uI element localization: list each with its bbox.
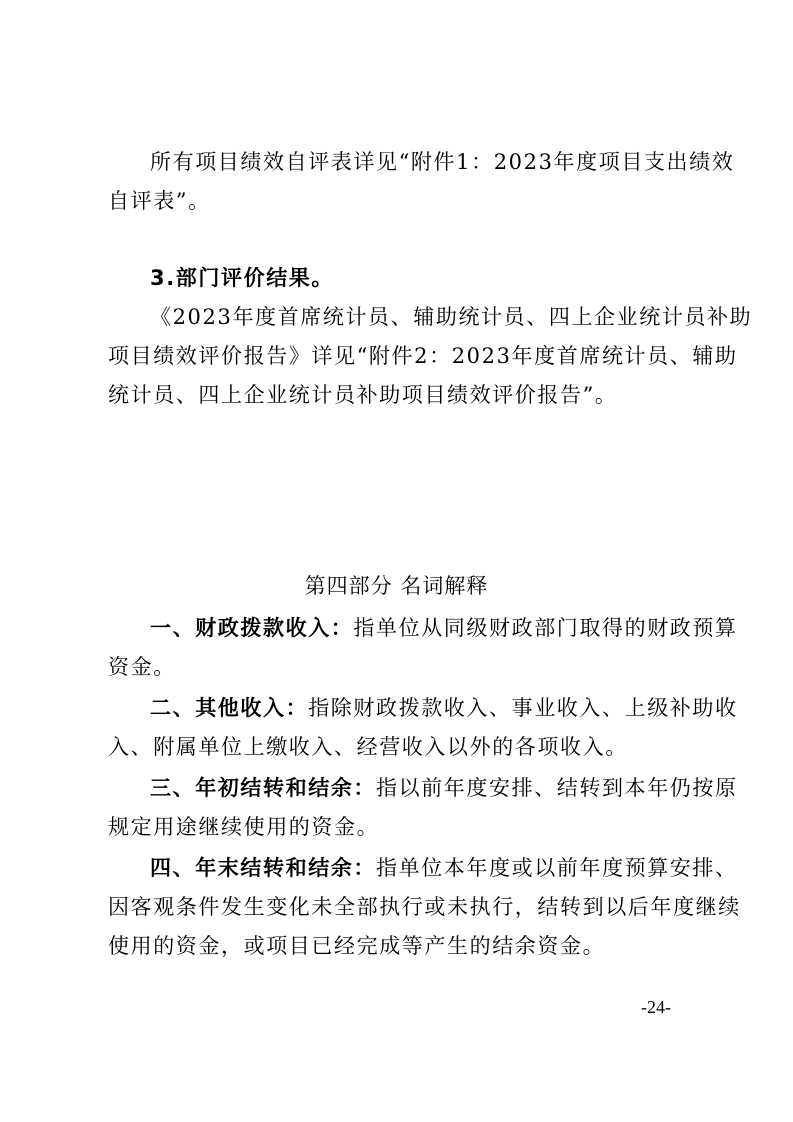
definition-item [150, 616, 738, 640]
page-number: -24- [641, 997, 671, 1017]
definition-continuation: 资金。 [108, 655, 176, 679]
definition-continuation: 使用的资金，或项目已经完成等产生的结余资金。 [108, 934, 606, 958]
section3-heading: 3.部门评价结果。 [150, 266, 334, 290]
para1-line1: 所有项目绩效自评表详见“附件1：2023年度项目支出绩效 [150, 150, 735, 174]
definition-term: 三、年初结转和结余： [150, 776, 376, 800]
section3-line1: 《2023年度首席统计员、辅助统计员、四上企业统计员补助 [150, 305, 753, 329]
definition-continuation: 入、附属单位上缴收入、经营收入以外的各项收入。 [108, 735, 628, 759]
definition-continuation: 因客观条件发生变化未全部执行或未执行，结转到以后年度继续 [108, 895, 741, 919]
part4-title: 第四部分 名词解释 [304, 574, 489, 598]
definition-term: 二、其他收入： [150, 696, 309, 720]
definition-term: 四、年末结转和结余： [150, 856, 376, 880]
section3-line2: 项目绩效评价报告》详见“附件2：2023年度首席统计员、辅助 [108, 344, 738, 368]
definition-item [150, 856, 738, 880]
definition-continuation: 规定用途继续使用的资金。 [108, 815, 380, 839]
definition-item [150, 776, 738, 800]
definition-text: 指单位本年度或以前年度预算安排、 [376, 856, 738, 880]
section3-line3: 统计员、四上企业统计员补助项目绩效评价报告”。 [108, 383, 618, 407]
definition-text: 指以前年度安排、结转到本年仍按原 [376, 776, 738, 800]
definition-term: 一、财政拨款收入： [150, 616, 354, 640]
definition-text: 指除财政拨款收入、事业收入、上级补助收 [308, 696, 738, 720]
definition-item [150, 696, 738, 720]
para1-line2: 自评表”。 [108, 189, 211, 213]
definition-text: 指单位从同级财政部门取得的财政预算 [353, 616, 738, 640]
